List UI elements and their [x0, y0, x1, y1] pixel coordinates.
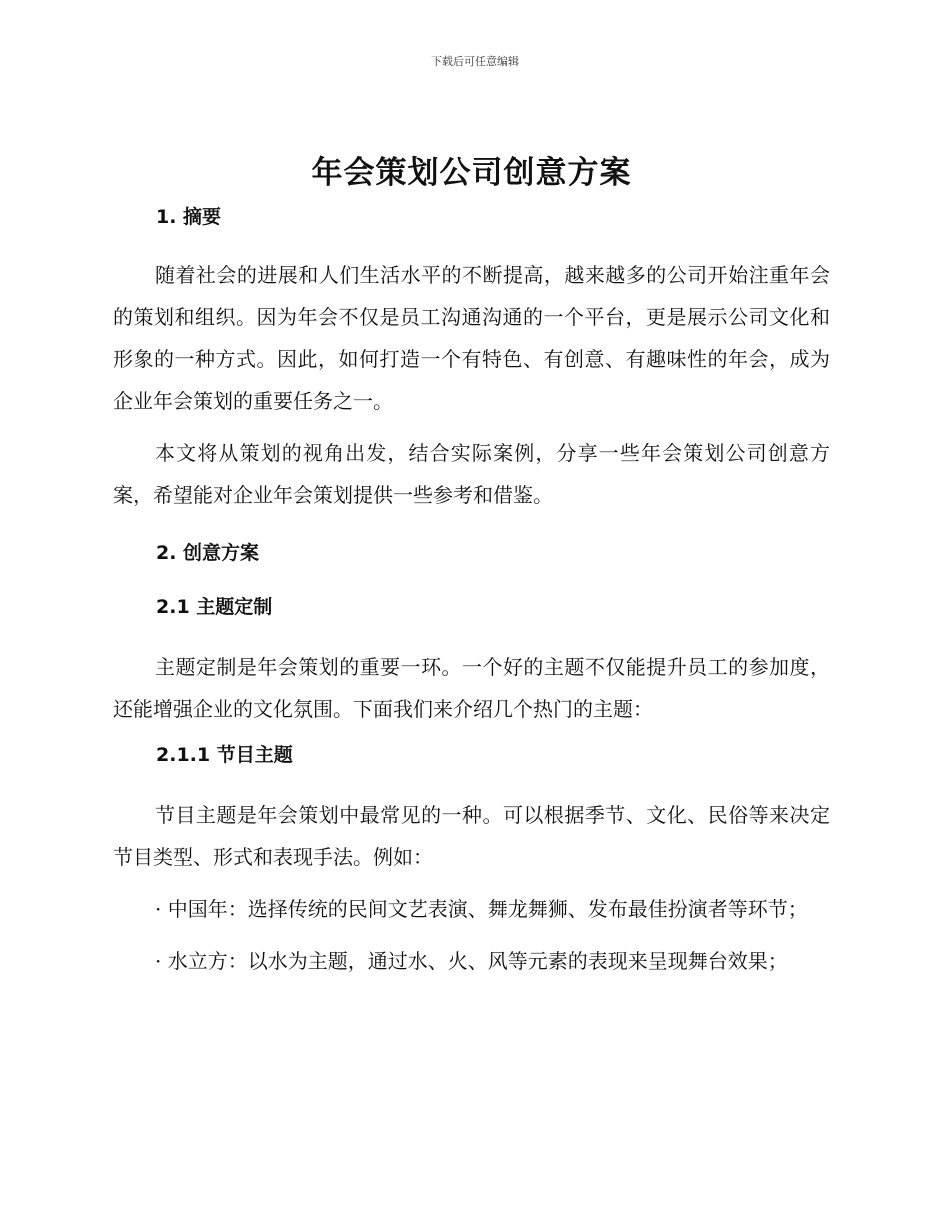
subsubsection-heading-program-theme: 2.1.1 节目主题 [156, 744, 293, 766]
paragraph: 主题定制是年会策划的重要一环。一个好的主题不仅能提升员工的参加度，还能增强企业的文化氛围。下面我们来介绍几个热门的主题： [113, 655, 830, 721]
list-item: · 中国年：选择传统的民间文艺表演、舞龙舞狮、发布最佳扮演者等环节； [155, 897, 808, 921]
subsection-heading-theme: 2.1 主题定制 [156, 596, 273, 618]
document-title: 年会策划公司创意方案 [311, 155, 632, 191]
paragraph: 随着社会的进展和人们生活水平的不断提高，越来越多的公司开始注重年会的策划和组织。因为年会不仅是员工沟通沟通的一个平台，更是展示公司文化和形象的一种方式。因此，如何打造一个有特色、有创意、有趣味性的年会，成为企业年会策划的重要任务之一。 [113, 263, 830, 413]
page-header: 下载后可任意编辑 [431, 55, 519, 68]
paragraph: 本文将从策划的视角出发，结合实际案例，分享一些年会策划公司创意方案，希望能对企业年会策划提供一些参考和借鉴。 [113, 441, 830, 507]
document-body [113, 148, 830, 992]
list-item: · 水立方：以水为主题，通过水、火、风等元素的表现来呈现舞台效果； [155, 949, 788, 973]
paragraph: 节目主题是年会策划中最常见的一种。可以根据季节、文化、民俗等来决定节目类型、形式和表现手法。例如： [113, 803, 830, 869]
section-heading-creative-plan: 2. 创意方案 [156, 542, 260, 564]
section-heading-abstract: 1. 摘要 [156, 206, 222, 228]
